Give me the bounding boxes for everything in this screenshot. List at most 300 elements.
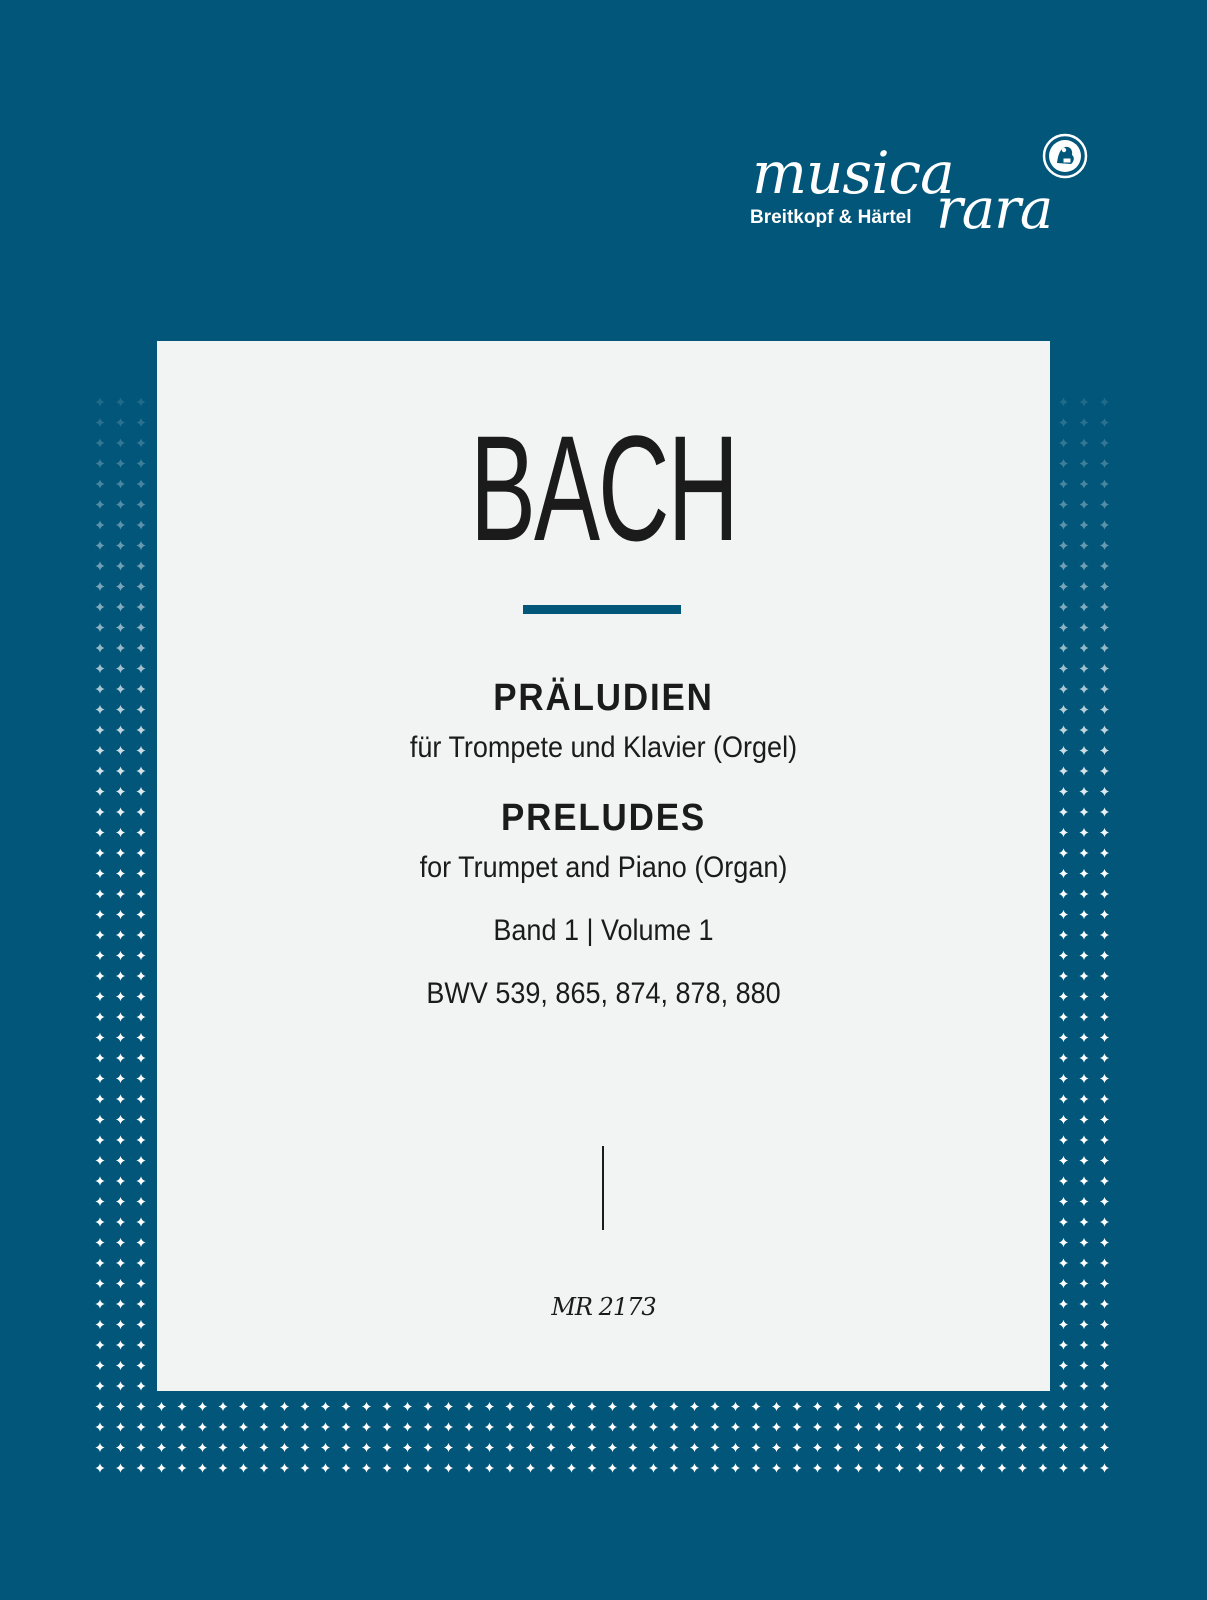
pattern-dot: [1059, 397, 1068, 406]
pattern-dot: [116, 1258, 125, 1267]
pattern-dot: [423, 1463, 432, 1472]
pattern-dot: [1100, 1115, 1109, 1124]
pattern-dot: [1100, 500, 1109, 509]
pattern-dot: [874, 1402, 883, 1411]
pattern-dot: [1100, 664, 1109, 673]
pattern-dot: [95, 643, 104, 652]
pattern-dot: [95, 1156, 104, 1165]
pattern-dot: [239, 1463, 248, 1472]
pattern-dot: [198, 1402, 207, 1411]
pattern-dot: [1059, 479, 1068, 488]
pattern-dot: [177, 1463, 186, 1472]
pattern-dot: [218, 1443, 227, 1452]
pattern-dot: [1059, 992, 1068, 1001]
pattern-dot: [895, 1402, 904, 1411]
pattern-dot: [444, 1443, 453, 1452]
pattern-dot: [1100, 848, 1109, 857]
composer-name: BACH: [469, 404, 738, 572]
pattern-dot: [690, 1463, 699, 1472]
pattern-dot: [1059, 1443, 1068, 1452]
pattern-dot: [731, 1422, 740, 1431]
pattern-dot: [198, 1463, 207, 1472]
subtitle-german: für Trompete und Klavier (Orgel): [409, 731, 798, 764]
pattern-dot: [95, 746, 104, 755]
pattern-dot: [997, 1402, 1006, 1411]
pattern-dot: [874, 1443, 883, 1452]
pattern-dot: [341, 1443, 350, 1452]
pattern-dot: [956, 1402, 965, 1411]
pattern-dot: [321, 1443, 330, 1452]
pattern-dot: [772, 1463, 781, 1472]
pattern-dot: [403, 1463, 412, 1472]
pattern-dot: [1059, 787, 1068, 796]
pattern-dot: [1079, 561, 1088, 570]
pattern-dot: [239, 1402, 248, 1411]
pattern-dot: [1079, 1340, 1088, 1349]
pattern-dot: [1100, 971, 1109, 980]
pattern-dot: [136, 746, 145, 755]
pattern-dot: [444, 1463, 453, 1472]
pattern-dot: [136, 1443, 145, 1452]
pattern-dot: [956, 1463, 965, 1472]
pattern-dot: [116, 1402, 125, 1411]
pattern-dot: [813, 1443, 822, 1452]
pattern-dot: [95, 1443, 104, 1452]
title-english: PRELUDES: [500, 797, 707, 839]
pattern-dot: [751, 1422, 760, 1431]
pattern-dot: [95, 725, 104, 734]
pattern-dot: [116, 397, 125, 406]
pattern-dot: [1079, 1443, 1088, 1452]
pattern-dot: [608, 1402, 617, 1411]
pattern-dot: [567, 1463, 576, 1472]
pattern-dot: [792, 1443, 801, 1452]
pattern-dot: [95, 1402, 104, 1411]
pattern-dot: [136, 643, 145, 652]
pattern-dot: [136, 1053, 145, 1062]
pattern-dot: [997, 1443, 1006, 1452]
pattern-dot: [259, 1463, 268, 1472]
pattern-dot: [546, 1402, 555, 1411]
pattern-dot: [1059, 930, 1068, 939]
pattern-dot: [1100, 869, 1109, 878]
pattern-dot: [1059, 623, 1068, 632]
pattern-dot: [1059, 1299, 1068, 1308]
pattern-dot: [116, 479, 125, 488]
pattern-dot: [1079, 1258, 1088, 1267]
pattern-dot: [792, 1422, 801, 1431]
volume-label: Band 1 | Volume 1: [493, 914, 714, 947]
pattern-dot: [300, 1443, 309, 1452]
pattern-dot: [1100, 1176, 1109, 1185]
pattern-dot: [1059, 807, 1068, 816]
pattern-dot: [362, 1402, 371, 1411]
pattern-dot: [1079, 1217, 1088, 1226]
pattern-dot: [1079, 623, 1088, 632]
pattern-dot: [136, 1381, 145, 1390]
pattern-dot: [116, 1320, 125, 1329]
pattern-dot: [1059, 725, 1068, 734]
pattern-dot: [1079, 602, 1088, 611]
pattern-dot: [854, 1402, 863, 1411]
pattern-dot: [751, 1402, 760, 1411]
pattern-dot: [280, 1463, 289, 1472]
pattern-dot: [649, 1402, 658, 1411]
pattern-dot: [95, 992, 104, 1001]
pattern-dot: [362, 1443, 371, 1452]
pattern-dot: [956, 1443, 965, 1452]
pattern-dot: [1059, 1238, 1068, 1247]
pattern-dot: [1100, 438, 1109, 447]
pattern-dot: [1079, 705, 1088, 714]
pattern-dot: [136, 930, 145, 939]
pattern-dot: [136, 1258, 145, 1267]
pattern-dot: [116, 1340, 125, 1349]
pattern-dot: [95, 807, 104, 816]
pattern-dot: [895, 1422, 904, 1431]
pattern-dot: [1079, 664, 1088, 673]
pattern-dot: [116, 1361, 125, 1370]
logo-imprint: Breitkopf & Härtel: [750, 207, 912, 228]
pattern-dot: [1100, 930, 1109, 939]
pattern-dot: [874, 1422, 883, 1431]
pattern-dot: [1100, 889, 1109, 898]
pattern-dot: [1100, 1238, 1109, 1247]
pattern-dot: [95, 971, 104, 980]
pattern-dot: [1079, 725, 1088, 734]
pattern-dot: [1079, 971, 1088, 980]
pattern-dot: [690, 1443, 699, 1452]
pattern-dot: [1100, 643, 1109, 652]
pattern-dot: [1100, 1094, 1109, 1103]
pattern-dot: [280, 1402, 289, 1411]
pattern-dot: [116, 828, 125, 837]
pattern-dot: [1059, 1340, 1068, 1349]
pattern-dot: [1059, 1320, 1068, 1329]
pattern-dot: [772, 1443, 781, 1452]
pattern-dot: [136, 910, 145, 919]
pattern-dot: [136, 1094, 145, 1103]
pattern-dot: [1100, 705, 1109, 714]
pattern-dot: [198, 1422, 207, 1431]
pattern-dot: [95, 930, 104, 939]
pattern-dot: [1059, 541, 1068, 550]
pattern-dot: [977, 1443, 986, 1452]
pattern-dot: [1079, 1135, 1088, 1144]
pattern-dot: [1059, 582, 1068, 591]
pattern-dot: [669, 1422, 678, 1431]
pattern-dot: [95, 1320, 104, 1329]
pattern-dot: [977, 1402, 986, 1411]
pattern-dot: [1100, 910, 1109, 919]
pattern-dot: [915, 1443, 924, 1452]
pattern-dot: [116, 1279, 125, 1288]
pattern-dot: [95, 1115, 104, 1124]
pattern-dot: [1079, 1156, 1088, 1165]
pattern-dot: [95, 1238, 104, 1247]
pattern-dot: [731, 1463, 740, 1472]
pattern-dot: [1079, 520, 1088, 529]
pattern-dot: [1059, 1053, 1068, 1062]
pattern-dot: [1079, 438, 1088, 447]
pattern-dot: [136, 1320, 145, 1329]
pattern-dot: [136, 1217, 145, 1226]
pattern-dot: [1059, 1422, 1068, 1431]
pattern-dot: [1100, 479, 1109, 488]
pattern-dot: [669, 1402, 678, 1411]
pattern-dot: [1100, 725, 1109, 734]
pattern-dot: [116, 582, 125, 591]
pattern-dot: [936, 1463, 945, 1472]
pattern-dot: [1079, 1074, 1088, 1083]
pattern-dot: [1079, 1402, 1088, 1411]
pattern-dot: [116, 643, 125, 652]
pattern-dot: [505, 1402, 514, 1411]
pattern-dot: [1059, 1115, 1068, 1124]
pattern-dot: [1079, 869, 1088, 878]
pattern-dot: [116, 459, 125, 468]
pattern-dot: [1100, 746, 1109, 755]
pattern-dot: [116, 541, 125, 550]
pattern-dot: [1059, 828, 1068, 837]
pattern-dot: [505, 1422, 514, 1431]
pattern-dot: [116, 807, 125, 816]
pattern-dot: [895, 1463, 904, 1472]
pattern-dot: [259, 1402, 268, 1411]
pattern-dot: [403, 1402, 412, 1411]
pattern-dot: [95, 869, 104, 878]
pattern-dot: [936, 1402, 945, 1411]
pattern-dot: [1059, 684, 1068, 693]
pattern-dot: [1100, 1012, 1109, 1021]
pattern-dot: [1100, 541, 1109, 550]
pattern-dot: [1100, 766, 1109, 775]
pattern-dot: [1059, 869, 1068, 878]
pattern-dot: [1100, 459, 1109, 468]
pattern-dot: [95, 1012, 104, 1021]
pattern-dot: [259, 1422, 268, 1431]
pattern-dot: [813, 1463, 822, 1472]
pattern-dot: [198, 1443, 207, 1452]
pattern-dot: [136, 438, 145, 447]
pattern-dot: [444, 1422, 453, 1431]
pattern-dot: [464, 1443, 473, 1452]
pattern-dot: [136, 787, 145, 796]
pattern-dot: [1100, 951, 1109, 960]
pattern-dot: [1059, 1176, 1068, 1185]
pattern-dot: [95, 705, 104, 714]
pattern-dot: [1079, 930, 1088, 939]
pattern-dot: [1059, 746, 1068, 755]
pattern-dot: [116, 1217, 125, 1226]
pattern-dot: [485, 1463, 494, 1472]
pattern-dot: [1079, 766, 1088, 775]
title-german: PRÄLUDIEN: [493, 677, 714, 719]
pattern-dot: [587, 1402, 596, 1411]
pattern-dot: [95, 500, 104, 509]
pattern-dot: [95, 1094, 104, 1103]
pattern-dot: [1038, 1422, 1047, 1431]
pattern-dot: [95, 397, 104, 406]
pattern-dot: [116, 1422, 125, 1431]
pattern-dot: [1100, 1135, 1109, 1144]
pattern-dot: [136, 889, 145, 898]
pattern-dot: [792, 1402, 801, 1411]
pattern-dot: [136, 397, 145, 406]
pattern-dot: [116, 1463, 125, 1472]
pattern-dot: [95, 664, 104, 673]
pattern-dot: [1059, 418, 1068, 427]
pattern-dot: [95, 1135, 104, 1144]
pattern-dot: [895, 1443, 904, 1452]
pattern-dot: [464, 1402, 473, 1411]
pattern-dot: [1059, 1094, 1068, 1103]
pattern-dot: [95, 561, 104, 570]
pattern-dot: [669, 1443, 678, 1452]
pattern-dot: [444, 1402, 453, 1411]
pattern-dot: [136, 807, 145, 816]
pattern-dot: [1100, 1033, 1109, 1042]
pattern-dot: [1100, 828, 1109, 837]
pattern-dot: [157, 1422, 166, 1431]
pattern-dot: [321, 1402, 330, 1411]
pattern-dot: [1079, 1361, 1088, 1370]
pattern-dot: [95, 1361, 104, 1370]
pattern-dot: [218, 1422, 227, 1431]
pattern-dot: [116, 1156, 125, 1165]
pattern-dot: [751, 1443, 760, 1452]
pattern-dot: [1079, 1094, 1088, 1103]
pattern-dot: [1059, 951, 1068, 960]
pattern-dot: [813, 1422, 822, 1431]
pattern-dot: [546, 1443, 555, 1452]
pattern-dot: [95, 582, 104, 591]
pattern-dot: [341, 1402, 350, 1411]
pattern-dot: [95, 951, 104, 960]
pattern-dot: [1059, 438, 1068, 447]
pattern-dot: [587, 1422, 596, 1431]
pattern-dot: [157, 1443, 166, 1452]
pattern-dot: [1059, 1463, 1068, 1472]
pattern-dot: [915, 1422, 924, 1431]
pattern-dot: [1079, 1238, 1088, 1247]
pattern-dot: [136, 725, 145, 734]
pattern-dot: [95, 1033, 104, 1042]
pattern-dot: [95, 1258, 104, 1267]
pattern-dot: [977, 1422, 986, 1431]
pattern-dot: [1079, 848, 1088, 857]
pattern-dot: [649, 1463, 658, 1472]
pattern-dot: [1079, 1299, 1088, 1308]
pattern-dot: [854, 1422, 863, 1431]
pattern-dot: [731, 1443, 740, 1452]
pattern-dot: [136, 684, 145, 693]
pattern-dot: [136, 828, 145, 837]
pattern-dot: [1079, 951, 1088, 960]
pattern-dot: [1079, 1033, 1088, 1042]
pattern-dot: [1079, 1176, 1088, 1185]
pattern-dot: [95, 1463, 104, 1472]
pattern-dot: [136, 1402, 145, 1411]
pattern-dot: [136, 1033, 145, 1042]
pattern-dot: [95, 1217, 104, 1226]
pattern-dot: [136, 1422, 145, 1431]
pattern-dot: [95, 1340, 104, 1349]
pattern-dot: [1079, 1012, 1088, 1021]
pattern-dot: [95, 438, 104, 447]
pattern-dot: [157, 1402, 166, 1411]
catalog-number: MR 2173: [551, 1293, 656, 1321]
pattern-dot: [321, 1463, 330, 1472]
pattern-dot: [95, 1053, 104, 1062]
pattern-dot: [280, 1422, 289, 1431]
pattern-dot: [239, 1422, 248, 1431]
pattern-dot: [136, 602, 145, 611]
pattern-dot: [915, 1463, 924, 1472]
pattern-dot: [1018, 1402, 1027, 1411]
pattern-dot: [1100, 1279, 1109, 1288]
pattern-dot: [1059, 1135, 1068, 1144]
pattern-dot: [362, 1463, 371, 1472]
pattern-dot: [587, 1463, 596, 1472]
pattern-dot: [1100, 1320, 1109, 1329]
pattern-dot: [710, 1463, 719, 1472]
pattern-dot: [403, 1422, 412, 1431]
pattern-dot: [1100, 1340, 1109, 1349]
pattern-dot: [833, 1443, 842, 1452]
pattern-dot: [485, 1402, 494, 1411]
pattern-dot: [382, 1422, 391, 1431]
accent-rule: [523, 605, 681, 614]
pattern-dot: [136, 1012, 145, 1021]
pattern-dot: [567, 1422, 576, 1431]
pattern-dot: [977, 1463, 986, 1472]
pattern-dot: [116, 438, 125, 447]
pattern-dot: [1100, 992, 1109, 1001]
pattern-dot: [1100, 1053, 1109, 1062]
pattern-dot: [95, 459, 104, 468]
pattern-dot: [116, 1443, 125, 1452]
pattern-dot: [116, 1135, 125, 1144]
pattern-dot: [136, 418, 145, 427]
pattern-dot: [362, 1422, 371, 1431]
pattern-dot: [1059, 459, 1068, 468]
pattern-dot: [116, 520, 125, 529]
pattern-dot: [587, 1443, 596, 1452]
pattern-dot: [1079, 889, 1088, 898]
pattern-dot: [116, 787, 125, 796]
pattern-dot: [116, 910, 125, 919]
pattern-dot: [136, 766, 145, 775]
pattern-dot: [1079, 1381, 1088, 1390]
pattern-dot: [997, 1463, 1006, 1472]
pattern-dot: [772, 1402, 781, 1411]
pattern-dot: [1079, 500, 1088, 509]
pattern-dot: [997, 1422, 1006, 1431]
pattern-dot: [1079, 479, 1088, 488]
pattern-dot: [116, 1176, 125, 1185]
pattern-dot: [628, 1422, 637, 1431]
pattern-dot: [341, 1463, 350, 1472]
pattern-dot: [116, 1238, 125, 1247]
pattern-dot: [1059, 664, 1068, 673]
pattern-dot: [423, 1443, 432, 1452]
pattern-dot: [1018, 1422, 1027, 1431]
pattern-dot: [136, 541, 145, 550]
pattern-dot: [1100, 1258, 1109, 1267]
pattern-dot: [1079, 684, 1088, 693]
pattern-dot: [116, 889, 125, 898]
